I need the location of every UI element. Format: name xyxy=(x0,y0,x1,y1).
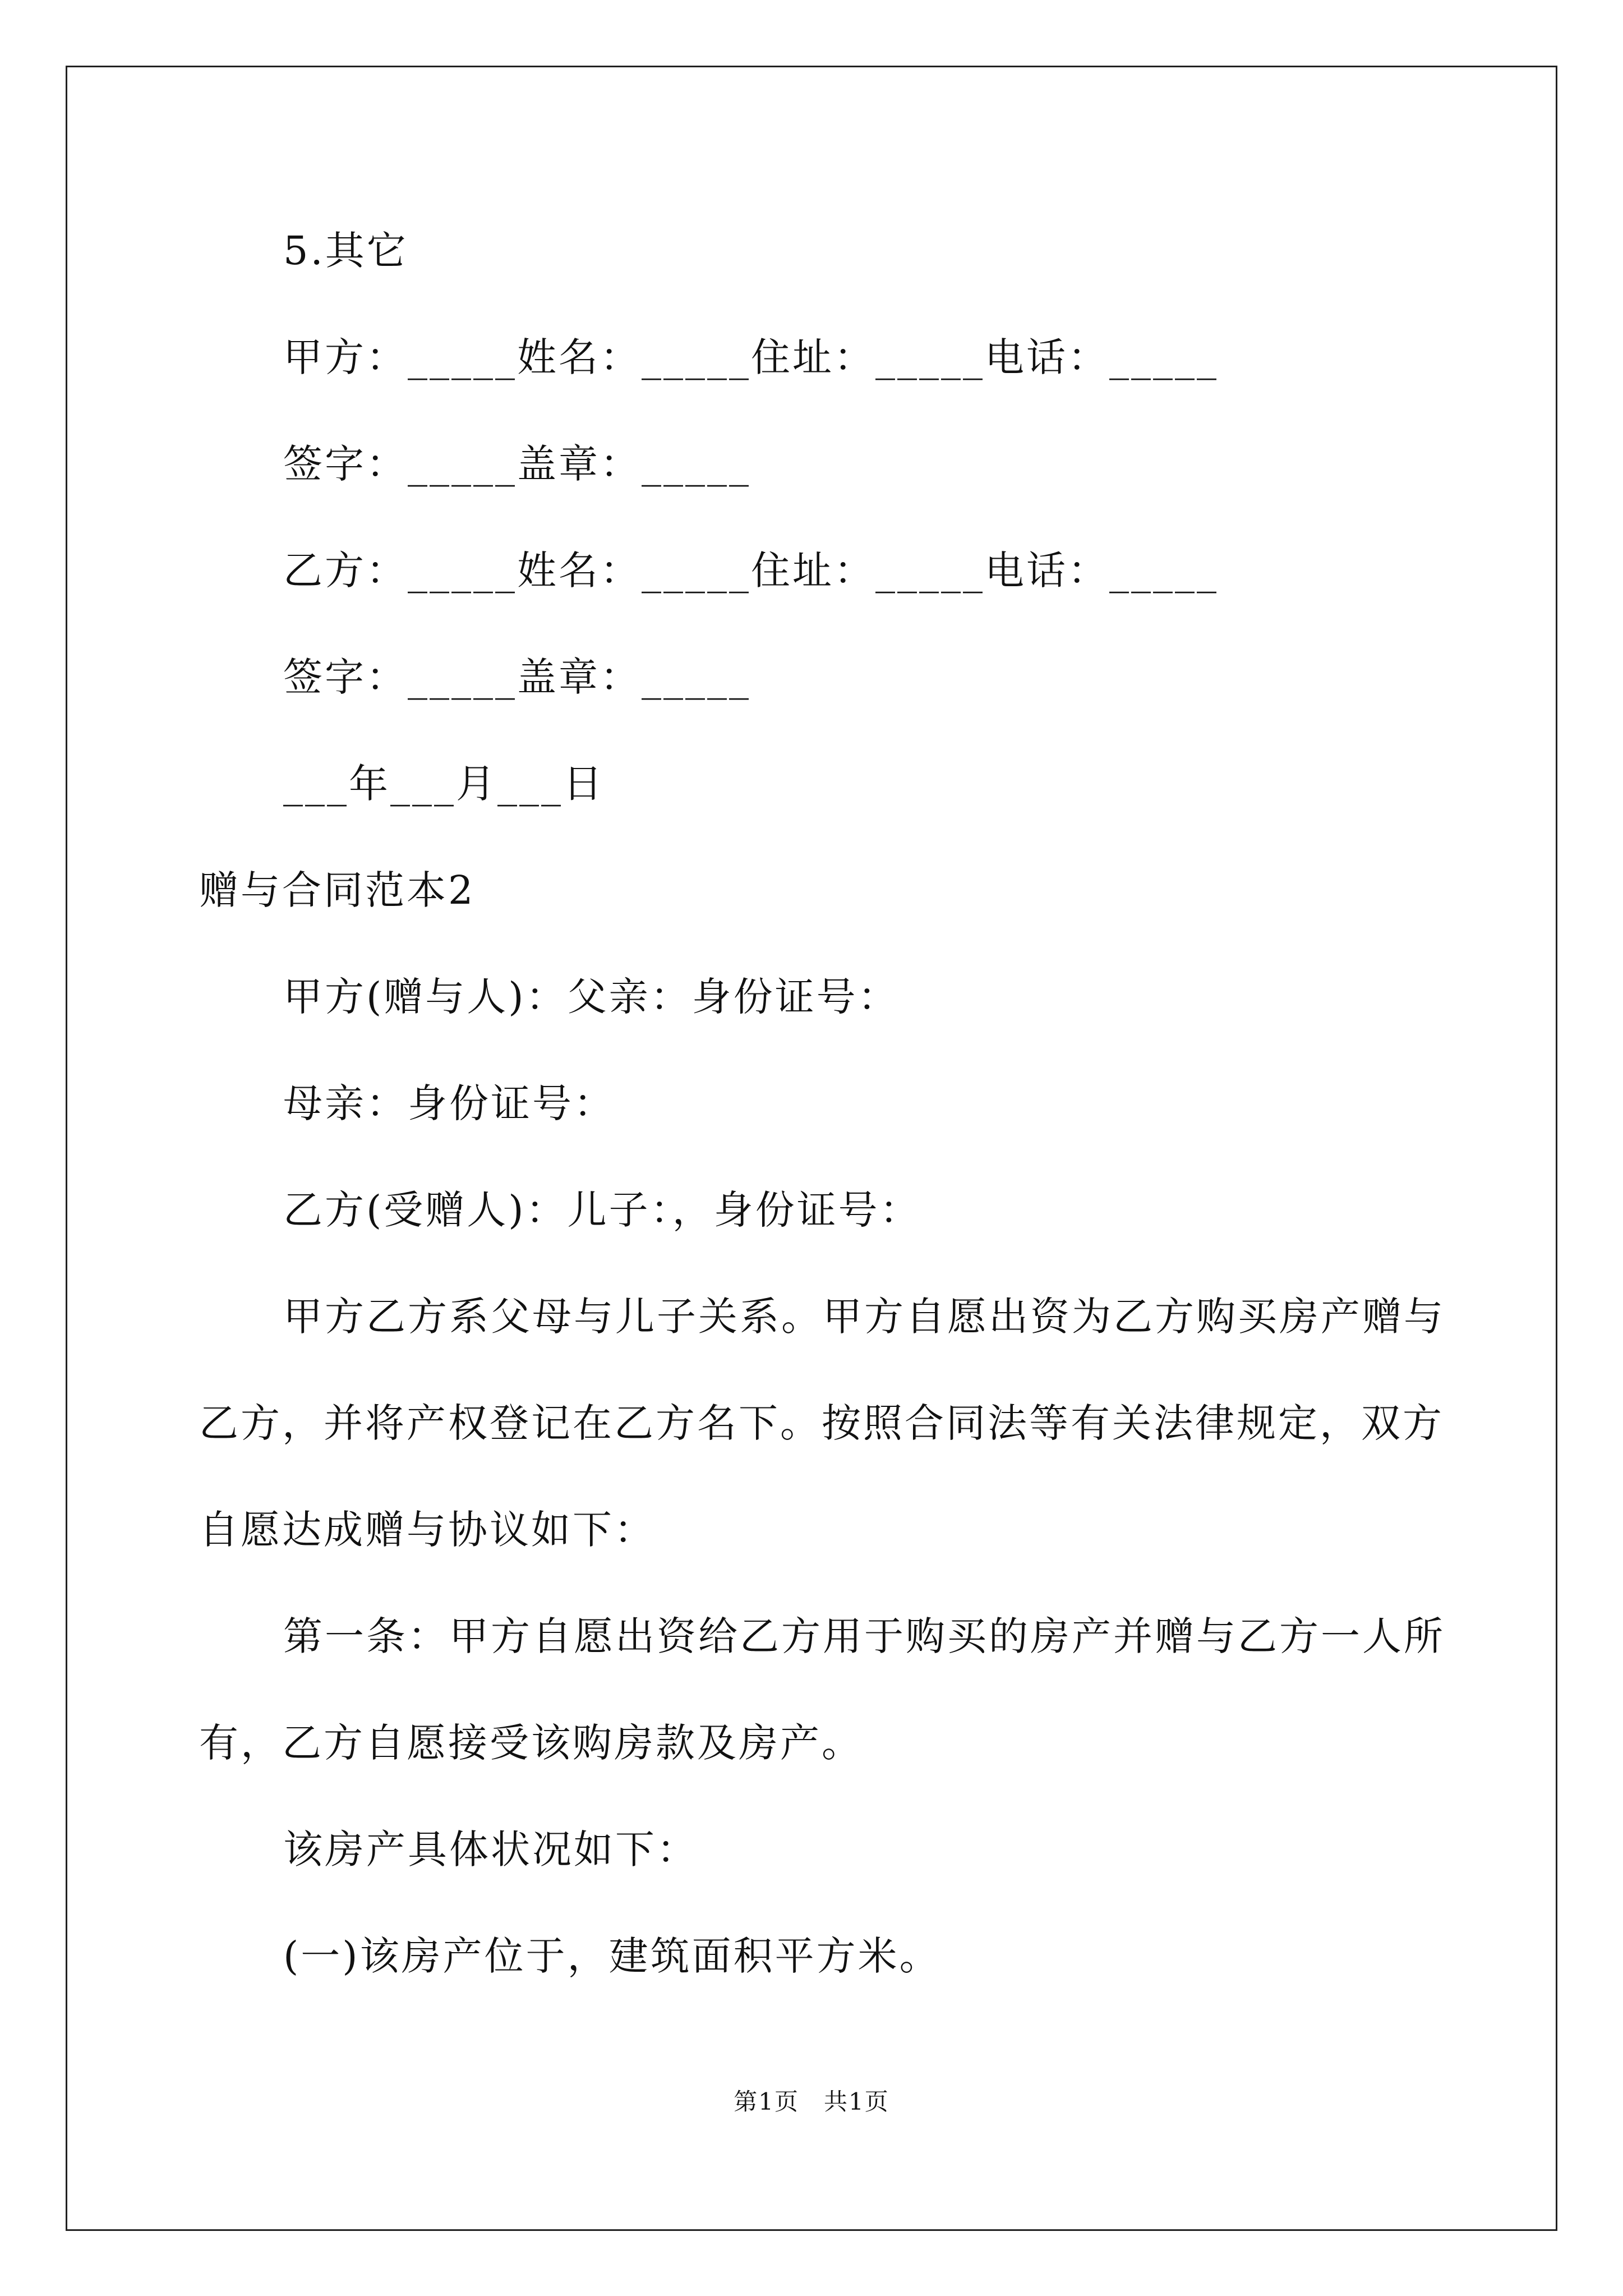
party-b-signature-line: 签字：_____盖章：_____ xyxy=(283,654,751,700)
donee-line: 乙方(受赠人)：儿子：，身份证号： xyxy=(283,1187,921,1233)
document-title: 赠与合同范本2 xyxy=(199,867,476,913)
paragraph-line: 乙方，并将产权登记在乙方名下。按照合同法等有关法律规定，双方 xyxy=(199,1400,1444,1446)
article-one-line: 第一条：甲方自愿出资给乙方用于购买的房产并赠与乙方一人所 xyxy=(283,1613,1445,1659)
donor-line: 甲方(赠与人)：父亲：身份证号： xyxy=(283,974,900,1020)
date-line: ___年___月___日 xyxy=(283,761,605,807)
section-heading-other: 5.其它 xyxy=(283,228,408,274)
page-number-footer: 第1页 共1页 xyxy=(734,2088,889,2115)
party-b-info-line: 乙方：_____姓名：_____住址：_____电话：_____ xyxy=(283,547,1219,593)
page-border xyxy=(66,66,1557,2231)
property-location-line: (一)该房产位于，建筑面积平方米。 xyxy=(283,1933,941,1979)
article-one-line: 有，乙方自愿接受该购房款及房产。 xyxy=(199,1720,863,1766)
party-a-signature-line: 签字：_____盖章：_____ xyxy=(283,441,751,487)
paragraph-line: 甲方乙方系父母与儿子关系。甲方自愿出资为乙方购买房产赠与 xyxy=(283,1294,1445,1340)
mother-line: 母亲：身份证号： xyxy=(283,1080,615,1126)
party-a-info-line: 甲方：_____姓名：_____住址：_____电话：_____ xyxy=(283,334,1219,380)
paragraph-line: 自愿达成赠与协议如下： xyxy=(199,1507,656,1553)
property-details-heading: 该房产具体状况如下： xyxy=(283,1826,698,1872)
